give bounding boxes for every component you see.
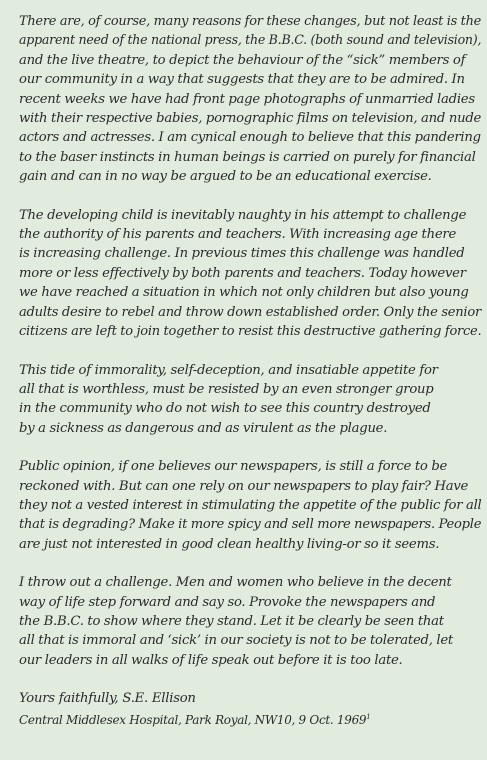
text-line: to the baser instincts in human beings is carried on purely for financial xyxy=(19,149,476,165)
text-line: is increasing challenge. In previous times this challenge was handled xyxy=(19,246,465,262)
signature-closing: Yours faithfully, S.E. Ellison xyxy=(19,691,196,707)
text-line: our leaders in all walks of life speak out before it is too late. xyxy=(19,652,403,668)
text-line: are just not interested in good clean healthy living-or so it seems. xyxy=(19,536,440,552)
text-line: gain and can in no way be argued to be an educational exercise. xyxy=(19,169,432,185)
text-line: The developing child is inevitably naughty in his attempt to challenge xyxy=(19,207,467,223)
letter-body xyxy=(19,12,482,670)
letter-paragraph xyxy=(19,361,477,439)
text-line: citizens are left to join together to resist this destructive gathering force. xyxy=(19,324,482,340)
text-line: This tide of immorality, self-deception, and insatiable appetite for xyxy=(19,362,438,378)
text-line: more or less effectively by both parents and teachers. Today however xyxy=(19,265,466,281)
text-line: apparent need of the national press, the B.B.C. (both sound and television), xyxy=(19,33,482,49)
text-line: adults desire to rebel and throw down established order. Only the senior xyxy=(19,304,481,320)
text-line: our community in a way that suggests that they are to be admired. In xyxy=(19,72,465,88)
text-line: the B.B.C. to show where they stand. Let it be clearly be seen that xyxy=(19,613,444,629)
letter-paragraph xyxy=(19,12,482,187)
text-line: with their respective babies, pornographic films on television, and nude xyxy=(19,111,482,127)
text-line: we have reached a situation in which not only children but also young xyxy=(19,285,469,301)
text-line: I throw out a challenge. Men and women who believe in the decent xyxy=(19,575,452,591)
text-line: the authority of his parents and teachers. With increasing age there xyxy=(19,227,456,243)
text-line: reckoned with. But can one rely on our newspapers to play fair? Have xyxy=(19,478,469,494)
text-line: way of life step forward and say so. Provoke the newspapers and xyxy=(19,594,436,610)
letter-paragraph xyxy=(19,573,477,670)
text-line: recent weeks we have had front page photographs of unmarried ladies xyxy=(19,91,475,107)
text-line: Public opinion, if one believes our newspapers, is still a force to be xyxy=(19,459,448,475)
letter-paragraph xyxy=(19,206,482,342)
text-line: There are, of course, many reasons for these changes, but not least is the xyxy=(19,14,482,29)
text-line: by a sickness as dangerous and as virulent as the plague. xyxy=(19,420,388,436)
signature-location xyxy=(19,711,477,729)
text-line: actors and actresses. I am cynical enough to believe that this pandering xyxy=(19,130,481,146)
text-line: all that is immoral and ‘sick’ in our society is not to be tolerated, let xyxy=(19,633,453,649)
text-line: and the live theatre, to depict the behaviour of the “sick” members of xyxy=(19,52,466,68)
text-line: they not a vested interest in stimulating the appetite of the public for all xyxy=(19,497,482,513)
footnote-marker: 1 xyxy=(366,713,371,722)
text-line: that is degrading? Make it more spicy and sell more newspapers. People xyxy=(19,517,482,533)
signature-location-text: Central Middlesex Hospital, Park Royal, NW10, 9 Oct. 1969 xyxy=(19,713,367,728)
text-line: in the community who do not wish to see this country destroyed xyxy=(19,401,431,417)
text-line: all that is worthless, must be resisted by an even stronger group xyxy=(19,381,434,397)
letter-paragraph xyxy=(19,457,482,554)
